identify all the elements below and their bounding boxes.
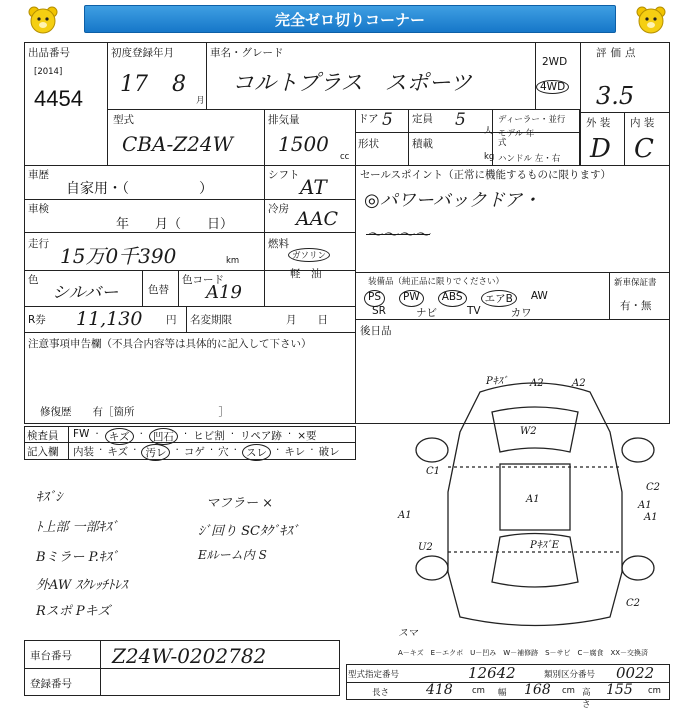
rating-divider-v bbox=[624, 112, 625, 166]
equip-airbag: エアB bbox=[481, 290, 517, 307]
chassis-value: Z24W-0202782 bbox=[112, 644, 267, 668]
designation-value: 12642 bbox=[468, 664, 516, 682]
mark-hole: 穴 bbox=[218, 446, 229, 458]
sales-points-label: セールスポイント（正常に機能するものに限ります） bbox=[360, 169, 612, 181]
shift-label: シフト bbox=[268, 169, 300, 181]
inspector-label: 検査員 bbox=[27, 430, 59, 442]
damage-legend: A－キズ E－エクボ U－凹み W－補修跡 S－サビ C－腐食 XX－交換済 bbox=[398, 649, 649, 657]
category-value: 0022 bbox=[616, 664, 655, 682]
recycle-unit: 円 bbox=[166, 314, 177, 326]
shape-label: 形状 bbox=[358, 138, 379, 150]
displacement-label: 排気量 bbox=[268, 114, 300, 126]
doors-value: 5 bbox=[382, 110, 393, 130]
equip-abs: ABS bbox=[438, 290, 467, 307]
equipment-label: 装備品（純正品に限りでください） bbox=[368, 277, 505, 287]
registration-no-label: 登録番号 bbox=[30, 678, 72, 690]
history-value: 自家用・（ ） bbox=[66, 181, 213, 197]
handnote: Eﾙﾚーム内 S bbox=[198, 548, 267, 562]
handnote: 外AW ｽｸﾚｯﾁﾄﾚｽ bbox=[36, 578, 128, 593]
mark-windshield: W2 bbox=[520, 426, 537, 437]
color-code-value: A19 bbox=[206, 282, 242, 303]
displacement-unit: cc bbox=[340, 152, 350, 162]
capacity-value: 5 bbox=[455, 110, 466, 130]
equipment-row2 bbox=[372, 305, 532, 320]
width-label: 幅 bbox=[498, 688, 507, 698]
type-value: CBA-Z24W bbox=[122, 132, 234, 156]
handnote: ｷｽﾞｼ bbox=[36, 490, 62, 505]
length-unit: cm bbox=[472, 686, 485, 696]
fuel-selected: ガソリン bbox=[288, 248, 330, 262]
inspection-value: 年 月（ 日） bbox=[116, 217, 234, 232]
spec-divider bbox=[355, 132, 580, 133]
mark-scratch2: キズ bbox=[107, 446, 129, 458]
mark-right-rear: A1 bbox=[644, 512, 658, 523]
handnote: Rスポ Pキズ bbox=[36, 604, 111, 619]
equip-tv: TV bbox=[466, 305, 481, 317]
divider-v bbox=[142, 270, 143, 306]
mark-tear: 破レ bbox=[318, 446, 340, 458]
load-unit: kg bbox=[484, 152, 495, 162]
mark-burn: コゲ bbox=[183, 446, 205, 458]
equip-leather: カワ bbox=[510, 307, 532, 319]
color-swap-label: 色替 bbox=[148, 284, 169, 296]
mark-front-left: C1 bbox=[426, 466, 441, 477]
divider-v bbox=[100, 640, 101, 696]
ext-value: D bbox=[590, 134, 611, 164]
aircon-value: AAC bbox=[296, 208, 338, 230]
bear-mascot-icon bbox=[28, 6, 58, 34]
handnote: ｼﾞ回り SCﾀｸﾞｷｽﾞ bbox=[198, 524, 299, 539]
equip-ps: PS bbox=[364, 290, 385, 307]
recycle-value: 11,130 bbox=[76, 308, 143, 330]
aircon-label: 冷房 bbox=[268, 203, 289, 215]
mileage-label: 走行 bbox=[28, 238, 49, 250]
mark-repair: リペア跡 bbox=[240, 430, 282, 442]
shift-value: AT bbox=[300, 175, 327, 199]
month-unit: 月 bbox=[196, 96, 205, 106]
width-value: 168 bbox=[524, 682, 551, 698]
header-bar bbox=[0, 0, 700, 40]
displacement-value: 1500 bbox=[278, 132, 329, 156]
type-label: 型式 bbox=[113, 114, 134, 126]
car-damage-diagram bbox=[400, 372, 670, 640]
mark-hood: A2 bbox=[530, 378, 544, 389]
warranty-value: 有・無 bbox=[620, 300, 652, 312]
entry-label: 記入欄 bbox=[27, 446, 59, 458]
height-value: 155 bbox=[606, 682, 633, 698]
spec-divider-v1 bbox=[408, 109, 409, 166]
mark-wear: スレ bbox=[242, 444, 271, 461]
notes-label: 注意事項申告欄（不具合内容等は具体的に記入して下さい） bbox=[28, 338, 312, 350]
divider bbox=[24, 232, 356, 233]
mileage-unit: km bbox=[226, 256, 240, 266]
wheel-front-right bbox=[622, 438, 654, 462]
mark-rear: PｷｽﾞE bbox=[530, 540, 560, 551]
category-label: 類別区分番号 bbox=[544, 670, 596, 680]
sales-point-item: ◎パワーバックドア・ bbox=[364, 190, 541, 211]
equip-pw: PW bbox=[399, 290, 424, 307]
equip-aw: AW bbox=[530, 290, 548, 302]
capacity-unit: 人 bbox=[484, 126, 493, 136]
doors-label: ドア bbox=[358, 113, 379, 125]
color-label: 色 bbox=[28, 274, 39, 286]
divider bbox=[24, 306, 356, 307]
mark-left-side: A1 bbox=[398, 510, 412, 521]
rating-label: 評価点 bbox=[596, 47, 640, 59]
mark-rear-left: U2 bbox=[418, 542, 433, 553]
model-name-value: コルトプラス スポーツ bbox=[232, 71, 472, 96]
divider-v bbox=[68, 426, 69, 460]
mark-interior: 内装 bbox=[73, 446, 94, 458]
width-unit: cm bbox=[562, 686, 575, 696]
length-label: 長さ bbox=[372, 688, 390, 698]
divider-v bbox=[178, 270, 179, 306]
registration-value: 月 日 bbox=[286, 314, 328, 326]
drive-4wd: 4WD bbox=[536, 80, 569, 94]
height-label: 高さ bbox=[582, 688, 591, 710]
divider-v bbox=[264, 165, 265, 306]
wheel-front-left bbox=[416, 438, 448, 462]
mark-rear-bumper: スマ bbox=[398, 628, 418, 639]
divider bbox=[24, 668, 340, 669]
mark-rear-right: C2 bbox=[626, 598, 641, 609]
inspector-row2: 内装 · キズ · 汚レ · コゲ · 穴 · スレ · キレ · 破レ bbox=[73, 444, 340, 459]
chassis-label: 車台番号 bbox=[30, 650, 72, 662]
mark-roof: A1 bbox=[526, 494, 540, 505]
recycle-label: R券 bbox=[28, 314, 46, 326]
equip-navi: ナビ bbox=[415, 307, 437, 319]
int-label: 内 装 bbox=[630, 117, 655, 129]
mark-front-bumper: Pｷｽﾞ bbox=[486, 376, 508, 387]
color-value: シルバー bbox=[52, 283, 119, 303]
mark-cut: キレ bbox=[284, 446, 306, 458]
history-label: 車歴 bbox=[28, 169, 49, 181]
designation-label: 型式指定番号 bbox=[348, 670, 400, 680]
wheel-rear-right bbox=[622, 556, 654, 580]
capacity-label: 定員 bbox=[412, 113, 433, 125]
drive-2wd: 2WD bbox=[542, 56, 568, 68]
warranty-label: 新車保証書 bbox=[614, 278, 657, 288]
fuel-label: 燃料 bbox=[268, 238, 289, 250]
bear-mascot-icon bbox=[636, 6, 666, 34]
page-title-banner: 完全ゼロ切りコーナー bbox=[84, 5, 616, 33]
mark-front-right: C2 bbox=[646, 482, 661, 493]
rear-item-label: 後日品 bbox=[360, 325, 392, 337]
length-value: 418 bbox=[426, 682, 453, 698]
lot-year: [2014] bbox=[34, 67, 63, 77]
handnote: Bミラー P.ｷｽﾞ bbox=[36, 550, 119, 565]
registration-label: 名変期限 bbox=[190, 314, 232, 326]
inspector-row1: FW · キズ · 凹石 · ヒビ割 · リペア跡 · ×要 bbox=[73, 428, 317, 443]
height-unit: cm bbox=[648, 686, 661, 696]
mark-hood-right: A2 bbox=[572, 378, 586, 389]
wheel-rear-left bbox=[416, 556, 448, 580]
mark-crack: ヒビ割 bbox=[193, 430, 225, 442]
inspection-label: 車検 bbox=[28, 203, 49, 215]
lot-label: 出品番号 bbox=[28, 47, 70, 59]
model-name-label: 車名・グレード bbox=[210, 47, 284, 59]
dealer-label: ディーラー・並行 bbox=[498, 115, 566, 125]
first-reg-label: 初度登録年月 bbox=[111, 47, 174, 59]
handnote: マフラー × bbox=[206, 496, 274, 511]
first-reg-year: 17 bbox=[120, 72, 148, 97]
repair-history: 修復歴 有［箇所 ］ bbox=[40, 406, 229, 418]
sales-point-struck: 〜〜〜〜 bbox=[366, 225, 431, 244]
divider bbox=[24, 199, 356, 200]
rating-value: 3.5 bbox=[596, 82, 635, 110]
equip-sr: SR bbox=[372, 305, 386, 317]
ext-label: 外 装 bbox=[586, 117, 611, 129]
mark-scratch: キズ bbox=[105, 428, 134, 445]
model-year-label: モデル 年式 bbox=[498, 129, 535, 148]
divider-v bbox=[186, 306, 187, 333]
color-code-label: 色コード bbox=[182, 274, 224, 286]
lot-number: 4454 bbox=[34, 86, 83, 111]
handnote: ﾄ上部 一部ｷｽﾞ bbox=[36, 520, 119, 535]
mark-need: ×要 bbox=[297, 430, 317, 442]
mark-fw: FW bbox=[73, 428, 90, 440]
fuel-other: 軽 油 bbox=[290, 268, 322, 280]
mileage-value: 15万0千390 bbox=[60, 244, 177, 268]
mark-chip: 凹石 bbox=[149, 428, 178, 445]
mark-right-side: A1 bbox=[638, 500, 652, 511]
first-reg-month: 8 bbox=[172, 72, 186, 97]
int-value: C bbox=[634, 134, 654, 164]
load-label: 積載 bbox=[412, 138, 433, 150]
handle-label: ハンドル 左・右 bbox=[498, 154, 561, 164]
mark-dirt: 汚レ bbox=[141, 444, 170, 461]
